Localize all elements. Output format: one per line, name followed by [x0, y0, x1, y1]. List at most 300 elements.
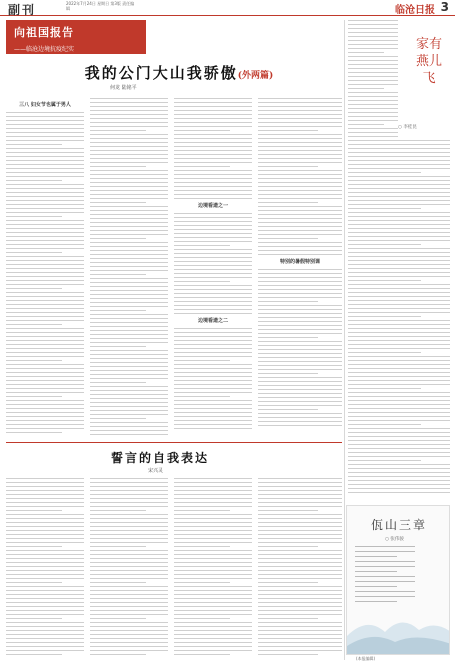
- text-line: [90, 482, 168, 483]
- text-line: [258, 214, 342, 215]
- text-line: [348, 340, 450, 341]
- text-line: [6, 494, 84, 495]
- text-line: [348, 404, 450, 405]
- text-line: [90, 382, 146, 383]
- text-line: [90, 574, 168, 575]
- text-line: [348, 376, 450, 377]
- text-line: [90, 130, 146, 131]
- text-line: [90, 498, 168, 499]
- text-line: [348, 144, 450, 145]
- text-line: [6, 140, 84, 141]
- text-line: [348, 460, 421, 461]
- home-feature-title: 家有燕儿飞: [415, 37, 442, 86]
- text-line: [6, 626, 84, 627]
- text-line: [348, 396, 450, 397]
- text-line: [6, 136, 84, 137]
- text-line: [174, 562, 252, 563]
- text-line: [258, 341, 342, 342]
- text-line: [348, 244, 421, 245]
- text-line: [90, 390, 168, 391]
- poem-author: ○ 张伟骏: [385, 537, 404, 542]
- text-line: [174, 518, 252, 519]
- text-line: [174, 118, 252, 119]
- text-line: [258, 550, 342, 551]
- text-line: [90, 274, 146, 275]
- text-line: [174, 190, 252, 191]
- column-rule: [344, 20, 345, 660]
- text-line: [348, 464, 450, 465]
- text-line: [6, 586, 84, 587]
- text-line: [90, 630, 168, 631]
- text-line: [90, 598, 168, 599]
- text-line: [258, 162, 342, 163]
- text-line: [6, 610, 84, 611]
- text-line: [6, 380, 84, 381]
- text-line: [258, 578, 342, 579]
- text-line: [258, 194, 342, 195]
- text-line: [348, 172, 421, 173]
- text-line: [90, 270, 168, 271]
- text-line: [258, 234, 342, 235]
- text-line: [258, 385, 342, 386]
- text-line: [348, 448, 450, 449]
- text-line: [258, 538, 342, 539]
- text-line: [258, 425, 342, 426]
- text-line: [174, 554, 252, 555]
- text-line: [258, 206, 342, 207]
- text-line: [348, 96, 398, 97]
- text-line: [348, 208, 421, 209]
- text-line: [90, 226, 168, 227]
- text-line: [348, 220, 450, 221]
- text-line: [90, 114, 168, 115]
- text-line: [6, 582, 62, 583]
- text-line: [90, 146, 168, 147]
- text-line: [348, 364, 450, 365]
- text-line: [348, 476, 450, 477]
- text-line: [174, 638, 252, 639]
- text-line: [355, 566, 415, 567]
- text-line: [258, 285, 342, 286]
- text-line: [258, 98, 342, 99]
- text-line: [6, 554, 84, 555]
- text-line: [348, 216, 450, 217]
- text-line: [6, 284, 84, 285]
- text-line: [348, 484, 450, 485]
- text-line: [348, 40, 398, 41]
- text-line: [6, 368, 84, 369]
- text-line: [348, 260, 450, 261]
- text-line: [6, 404, 84, 405]
- text-line: [258, 277, 342, 278]
- text-line: [174, 344, 252, 345]
- text-line: [90, 162, 168, 163]
- text-line: [258, 413, 342, 414]
- main-headline: [14, 62, 344, 83]
- text-line: [258, 377, 342, 378]
- text-line: [348, 28, 398, 29]
- text-line: [174, 372, 252, 373]
- text-line: [174, 198, 252, 199]
- home-feature-column-2: [348, 140, 450, 498]
- text-line: [90, 542, 168, 543]
- text-line: [90, 190, 168, 191]
- text-line: [348, 52, 384, 53]
- text-line: [348, 440, 450, 441]
- text-line: [90, 486, 168, 487]
- text-line: [174, 646, 252, 647]
- text-line: [174, 494, 252, 495]
- text-line: [6, 256, 84, 257]
- text-line: [174, 340, 252, 341]
- text-line: [90, 502, 168, 503]
- text-line: [348, 236, 450, 237]
- text-line: [348, 64, 398, 65]
- text-line: [90, 238, 146, 239]
- text-line: [174, 257, 252, 258]
- text-line: [90, 142, 168, 143]
- text-line: [348, 76, 398, 77]
- text-line: [6, 316, 84, 317]
- text-line: [6, 622, 84, 623]
- text-line: [348, 456, 450, 457]
- text-line: [355, 561, 415, 562]
- text-line: [174, 416, 252, 417]
- text-line: [348, 148, 450, 149]
- text-line: [258, 226, 342, 227]
- text-line: [6, 320, 84, 321]
- text-line: [90, 490, 168, 491]
- text-line: [174, 130, 230, 131]
- text-line: [348, 472, 450, 473]
- text-line: [258, 118, 342, 119]
- text-line: [174, 336, 252, 337]
- text-line: [258, 138, 342, 139]
- text-line: [6, 292, 84, 293]
- text-line: [258, 102, 342, 103]
- text-line: [348, 156, 450, 157]
- text-line: [348, 224, 450, 225]
- text-line: [174, 245, 230, 246]
- text-line: [348, 480, 450, 481]
- text-line: [348, 292, 450, 293]
- text-line: [174, 241, 252, 242]
- text-line: [6, 376, 84, 377]
- text-line: [355, 546, 415, 547]
- text-line: [258, 150, 342, 151]
- text-line: [90, 522, 168, 523]
- text-line: [6, 268, 84, 269]
- text-line: [90, 398, 168, 399]
- text-line: [258, 230, 342, 231]
- text-line: [258, 238, 318, 239]
- text-line: [90, 258, 168, 259]
- text-line: [90, 582, 146, 583]
- text-line: [258, 405, 342, 406]
- text-line: [348, 120, 398, 121]
- text-line: [348, 384, 450, 385]
- text-line: [90, 230, 168, 231]
- text-line: [6, 156, 84, 157]
- text-line: [174, 126, 252, 127]
- text-line: [258, 222, 342, 223]
- text-line: [174, 590, 252, 591]
- text-line: [90, 342, 168, 343]
- text-line: [6, 132, 84, 133]
- text-line: [90, 122, 168, 123]
- text-line: [90, 330, 168, 331]
- text-line: [6, 384, 84, 385]
- text-line: [348, 100, 398, 101]
- text-line: [258, 630, 342, 631]
- text-line: [174, 602, 252, 603]
- text-line: [6, 428, 84, 429]
- text-line: [6, 328, 84, 329]
- text-line: [90, 314, 168, 315]
- footer-note: (本报编辑): [356, 656, 376, 661]
- text-line: [6, 634, 84, 635]
- text-line: [348, 192, 450, 193]
- text-line: [258, 614, 342, 615]
- text-line: [174, 614, 252, 615]
- text-line: [6, 184, 84, 185]
- text-line: [90, 158, 168, 159]
- text-line: [6, 348, 84, 349]
- text-line: [348, 392, 450, 393]
- text-line: [355, 581, 415, 582]
- text-line: [174, 170, 252, 171]
- text-line: [6, 216, 62, 217]
- text-line: [90, 210, 168, 211]
- text-line: [174, 150, 252, 151]
- text-line: [174, 134, 252, 135]
- text-line: [348, 360, 450, 361]
- text-line: [6, 232, 84, 233]
- text-line: [348, 388, 421, 389]
- text-line: [90, 362, 168, 363]
- text-line: [174, 650, 252, 651]
- text-line: [6, 204, 84, 205]
- text-line: [90, 282, 168, 283]
- text-line: [6, 252, 62, 253]
- text-line: [348, 68, 398, 69]
- text-line: [174, 582, 230, 583]
- text-line: [258, 417, 342, 418]
- main-article-column-1: [6, 98, 84, 438]
- text-line: [258, 542, 342, 543]
- poem-title: 佤山三章: [370, 518, 427, 532]
- text-line: [258, 401, 342, 402]
- text-line: [258, 389, 342, 390]
- paper-logo: 临沧日报: [395, 5, 435, 16]
- text-line: [258, 110, 342, 111]
- text-line: [6, 272, 84, 273]
- main-headline-tag: (外两篇): [237, 71, 274, 81]
- text-line: [258, 642, 342, 643]
- text-line: [258, 558, 342, 559]
- text-line: [258, 522, 342, 523]
- text-line: [174, 502, 252, 503]
- text-line: [6, 614, 84, 615]
- text-line: [348, 276, 450, 277]
- text-line: [90, 494, 168, 495]
- text-line: [90, 638, 168, 639]
- text-line: [258, 365, 342, 366]
- text-line: [6, 296, 84, 297]
- text-line: [258, 202, 318, 203]
- text-line: [258, 373, 318, 374]
- text-line: [258, 126, 342, 127]
- text-line: [258, 526, 342, 527]
- text-line: [90, 298, 168, 299]
- text-line: [90, 110, 168, 111]
- text-line: [348, 180, 450, 181]
- text-line: [348, 240, 450, 241]
- subhead-4: 特别的暑假特别课: [279, 259, 320, 265]
- text-line: [174, 229, 252, 230]
- text-line: [90, 178, 168, 179]
- text-line: [90, 562, 168, 563]
- text-line: [90, 262, 168, 263]
- text-line: [6, 364, 84, 365]
- subhead-3: 边境看遗之二: [197, 318, 228, 324]
- text-line: [90, 590, 168, 591]
- text-line: [6, 534, 84, 535]
- text-line: [348, 60, 398, 61]
- text-line: [6, 160, 84, 161]
- text-line: [258, 218, 342, 219]
- text-line: [90, 214, 168, 215]
- text-line: [174, 364, 252, 365]
- text-line: [355, 571, 397, 572]
- text-line: [90, 530, 168, 531]
- text-line: [258, 634, 342, 635]
- text-line: [90, 426, 168, 427]
- text-line: [348, 288, 450, 289]
- text-line: [348, 312, 450, 313]
- text-line: [6, 526, 84, 527]
- text-line: [90, 622, 168, 623]
- text-line: [90, 558, 168, 559]
- text-line: [258, 349, 342, 350]
- text-line: [258, 606, 342, 607]
- text-line: [174, 510, 230, 511]
- text-line: [258, 273, 342, 274]
- text-line: [90, 350, 168, 351]
- text-line: [174, 313, 252, 314]
- text-line: [90, 578, 168, 579]
- text-line: [174, 225, 252, 226]
- text-line: [90, 310, 146, 311]
- text-line: [174, 598, 252, 599]
- text-line: [6, 344, 84, 345]
- text-line: [174, 98, 252, 99]
- text-line: [90, 554, 168, 555]
- text-line: [348, 356, 450, 357]
- text-line: [348, 112, 398, 113]
- text-line: [348, 428, 450, 429]
- text-line: [90, 134, 168, 135]
- text-line: [90, 266, 168, 267]
- text-line: [6, 590, 84, 591]
- text-line: [174, 546, 230, 547]
- section-name: 副刊: [8, 3, 37, 17]
- text-line: [174, 237, 252, 238]
- text-line: [348, 488, 450, 489]
- text-line: [174, 265, 252, 266]
- text-line: [6, 650, 84, 651]
- text-line: [174, 305, 252, 306]
- text-line: [258, 530, 342, 531]
- text-line: [90, 246, 168, 247]
- text-line: [90, 106, 168, 107]
- poem-box: [346, 505, 450, 655]
- text-line: [174, 408, 252, 409]
- text-line: [348, 400, 450, 401]
- text-line: [6, 172, 84, 173]
- text-line: [258, 409, 318, 410]
- text-line: [6, 220, 84, 221]
- text-line: [6, 408, 84, 409]
- text-line: [174, 158, 252, 159]
- text-line: [90, 294, 168, 295]
- text-line: [348, 300, 450, 301]
- text-line: [174, 233, 252, 234]
- text-line: [6, 228, 84, 229]
- text-line: [258, 421, 342, 422]
- home-feature-column-1: [348, 20, 398, 140]
- text-line: [174, 566, 252, 567]
- text-line: [174, 285, 252, 286]
- text-line: [90, 102, 168, 103]
- text-line: [348, 252, 450, 253]
- text-line: [6, 638, 84, 639]
- text-line: [6, 502, 84, 503]
- text-line: [90, 182, 168, 183]
- text-line: [6, 642, 84, 643]
- text-line: [258, 146, 342, 147]
- text-line: [6, 562, 84, 563]
- text-line: [258, 486, 342, 487]
- text-line: [258, 590, 342, 591]
- text-line: [258, 546, 318, 547]
- text-line: [90, 386, 168, 387]
- text-line: [90, 370, 168, 371]
- text-line: [258, 337, 318, 338]
- text-line: [348, 184, 450, 185]
- text-line: [174, 404, 252, 405]
- text-line: [6, 224, 84, 225]
- text-line: [258, 498, 342, 499]
- text-line: [90, 594, 168, 595]
- text-line: [90, 194, 168, 195]
- text-line: [6, 200, 84, 201]
- text-line: [6, 240, 84, 241]
- text-line: [348, 128, 398, 129]
- text-line: [258, 250, 342, 251]
- text-line: [348, 212, 450, 213]
- text-line: [258, 269, 342, 270]
- mountain-illustration: [347, 596, 450, 655]
- subhead-2: 边境看遗之一: [197, 203, 228, 209]
- text-line: [348, 256, 450, 257]
- text-line: [258, 333, 342, 334]
- text-line: [174, 110, 252, 111]
- text-line: [174, 534, 252, 535]
- text-line: [6, 192, 84, 193]
- text-line: [6, 424, 84, 425]
- text-line: [6, 168, 84, 169]
